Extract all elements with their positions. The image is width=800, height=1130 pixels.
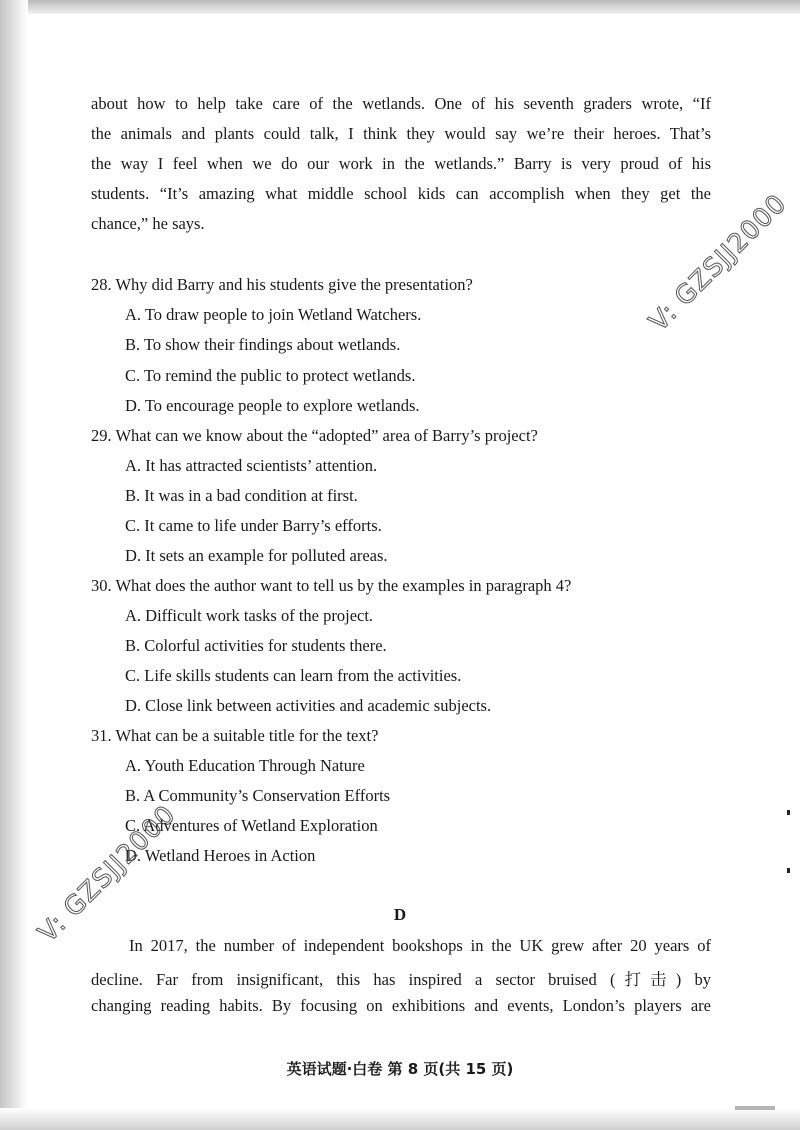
question-number: 30. [91,576,112,595]
passage-line: chance,” he says. [91,214,205,233]
option-a: A. It has attracted scientists’ attention. [125,456,378,475]
option-b: B. It was in a bad condition at first. [125,486,358,505]
scan-edge-left [0,0,28,1130]
question-text: What does the author want to tell us by the examples in paragraph 4? [115,576,572,595]
passage-line: the animals and plants could talk, I think they would say we’re their heroes. That’s [91,124,711,143]
scan-edge-bottom [0,1108,800,1130]
page-footer: 英语试题·白卷 第 8 页(共 15 页) [286,1060,514,1078]
option-a: A. To draw people to join Wetland Watchers. [125,305,422,324]
option-b: B. Colorful activities for students there. [125,636,387,655]
scan-speck [735,1106,775,1110]
question-stem [91,726,378,746]
option-b: B. To show their findings about wetlands. [125,335,401,354]
passage-line: In 2017, the number of independent bookshops in the UK grew after 20 years of [129,936,711,955]
passage-line: changing reading habits. By focusing on exhibitions and events, London’s players are [91,996,711,1015]
question-number: 28. [91,275,112,294]
scan-speck [787,810,790,815]
watermark: V: GZSJJ2000 [32,799,182,949]
option-c: C. To remind the public to protect wetlands. [125,366,416,385]
option-c: C. Adventures of Wetland Exploration [125,816,378,835]
scan-edge-top [0,0,800,14]
question-stem [91,275,473,295]
question-stem [91,576,571,596]
passage-line: the way I feel when we do our work in the wetlands.” Barry is very proud of his [91,154,711,173]
question-number: 29. [91,426,112,445]
question-text: What can we know about the “adopted” area of Barry’s project? [115,426,538,445]
question-stem [91,426,538,446]
passage-line: students. “It’s amazing what middle school kids can accomplish when they get the [91,184,711,203]
question-number: 31. [91,726,112,745]
option-a: A. Youth Education Through Nature [125,756,365,775]
option-d: D. Wetland Heroes in Action [125,846,316,865]
option-a: A. Difficult work tasks of the project. [125,606,374,625]
option-d: D. Close link between activities and academic subjects. [125,696,492,715]
scan-speck [787,868,790,873]
option-c: C. Life skills students can learn from the activities. [125,666,462,685]
watermark: V: GZSJJ2000 [643,188,793,338]
question-text: Why did Barry and his students give the presentation? [115,275,473,294]
option-c: C. It came to life under Barry’s efforts. [125,516,382,535]
option-d: D. To encourage people to explore wetlands. [125,396,420,415]
question-text: What can be a suitable title for the text? [115,726,379,745]
option-d: D. It sets an example for polluted areas. [125,546,388,565]
option-b: B. A Community’s Conservation Efforts [125,786,391,805]
passage-line: about how to help take care of the wetlands. One of his seventh graders wrote, “If [91,94,711,113]
passage-line: decline. Far from insignificant, this has inspired a sector bruised (打击) by [91,970,711,989]
section-heading: D [393,905,407,924]
